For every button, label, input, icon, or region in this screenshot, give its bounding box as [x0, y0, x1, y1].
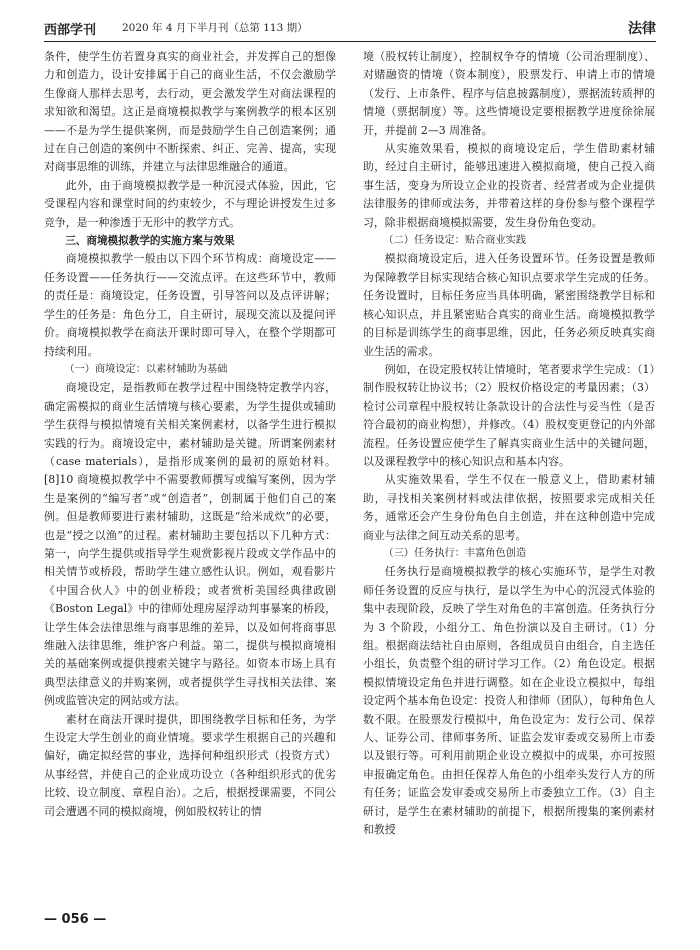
issue-info: 2020 年 4 月下半月刊（总第 113 期）: [122, 22, 308, 34]
page-number: — 056 —: [44, 912, 107, 927]
left-column: [44, 48, 336, 821]
section-label: 法律: [628, 21, 656, 37]
section-heading: 三、商境模拟教学的实施方案与效果: [65, 235, 235, 248]
paragraph: 境（股权转让制度），控制权争夺的情境（公司治理制度）、对赌融资的情境（资本制度），股票发行、申请上市的情境（发行、上市条件、程序与信息披露制度），票据流转质押的情境（票据制度）等。这些情境设定要根据教学进度徐徐展开，并提前 2—3 周准备。: [363, 50, 655, 137]
paragraph: 任务执行是商境模拟教学的核心实施环节，是学生对教师任务设置的反应与执行，是以学生为中心的沉浸式体验的集中表现阶段，反映了学生对角色的丰富创造。任务执行分为 3 个阶段，小组分工、角色扮演以及自主研讨。（1）分组。根据商法结社自由原则，各组成员自由组合，自主选任小组长，负责整个组的研讨学习工作。（2）角色设定。根据模拟情境设定角色并进行调整。如在企业设立模拟中，每组设定两个基本角色设定：投资人和律师（团队），每种角色人数不限。在股票发行模拟中，角色设定为：发行公司、保荐人、证券公司、律师事务所、证监会发审委或交易所上市委以及银行等。可利用前期企业设立模拟中的成果，亦可按照申报确定角色。由担任保荐人角色的小组牵头发行人方的所有任务；证监会发审委或交易所上市委独立工作。（3）自主研讨，是学生在素材辅助的前提下，根据所搜集的案例素材和教授: [363, 565, 655, 837]
paragraph: 商境模拟教学一般由以下四个环节构成：商境设定——任务设置——任务执行——交流点评。在这些环节中，教师的责任是：商境设定，任务设置，引导答问以及点评讲解；学生的任务是：角色分工，自主研讨，展现交流以及提问评价。商境模拟教学在商法开课时即可导入，在整个学期都可持续利用。: [44, 252, 336, 358]
header-divider: [44, 41, 656, 42]
paragraph: 从实施效果看，模拟的商境设定后，学生借助素材辅助，经过自主研讨，能够迅速进入模拟商境，使自己投入商事生活，变身为所设立企业的投资者、经营者或为企业提供法律服务的律师或法务，并带着这样的身份参与整个课程学习，除非根据商境模拟需要，发生身份角色变动。: [363, 142, 655, 229]
page-header: [44, 16, 656, 40]
paragraph: 商境设定，是指教师在教学过程中围绕特定教学内容，确定需模拟的商业生活情境与核心要素，为学生提供或辅助学生获得与模拟情境有关相关案例素材，以备学生进行模拟实践的行为。商境设定中，素材辅助是关键。所谓案例素材（case materials），是指形成案例的最初的原始材料。[8]10 商境模拟教学中不需要教师撰写或编写案例，因为学生是案例的“编写者”或“创造者”，创制属于他们自己的案例。但是教师要进行素材辅助，这既是“给米成炊”的必要，也是“授之以渔”的过程。素材辅助主要包括以下几种方式：第一，向学生提供或指导学生观赏影视片段或文学作品中的相关情节或桥段，帮助学生建立感性认识。例如，观看影片《中国合伙人》中的创业桥段；或者赏析美国经典律政剧《Boston Legal》中的律师处理房屋浮动判事暴案的桥段，让学生体会法律思维与商事思维的差异，以及如何将商事思维融入法律思维，维护客户利益。第二，提供与模拟商境相关的基础案例或提供搜索关键字与路径。如资本市场上具有典型法律意义的并购案例，或者提供学生寻找相关法律、案例或监管决定的网站或方法。: [44, 381, 336, 708]
paragraph: 条件，使学生仿若置身真实的商业社会，并发挥自己的想像力和创造力，设计安排属于自己的商业生活，不仅会激励学生像商人那样去思考，去行动，更会激发学生对商法课程的求知欲和渴望。这正是商境模拟教学与案例教学的根本区别——不是为学生提供案例，而是鼓励学生自己创造案例；通过在自己创造的案例中不断探索、纠正、完善、提高，实现对商事思维的训练，并建立与法律思维融合的通道。: [44, 50, 336, 174]
right-column: [363, 48, 655, 839]
paragraph: 例如，在设定股权转让情境时，笔者要求学生完成：（1）制作股权转让协议书；（2）股权价格设定的考量因素；（3）检讨公司章程中股权转让条款设计的合法性与妥当性（是否符合最初的商业构想），并修改。（4）股权变更登记的内外部流程。任务设置应使学生了解真实商业生活中的关键问题，以及课程教学中的核心知识点和基本内容。: [363, 362, 655, 468]
paragraph: 模拟商境设定后，进入任务设置环节。任务设置是教师为保障教学目标实现结合核心知识点要求学生完成的任务。任务设置时，目标任务应当具体明确，紧密围绕教学目标和核心知识点，并且紧密贴合真实的商业生活。商境模拟教学的目标是训练学生的商事思维，因此，任务必须反映真实商业生活的需求。: [363, 252, 655, 358]
subsection-heading: （三）任务执行：丰富角色创造: [383, 547, 527, 559]
paragraph: 此外，由于商境模拟教学是一种沉浸式体验，因此，它受课程内容和课堂时间的约束较少，不与理论讲授发生过多竞争，是一种渗透于无形中的教学方式。: [44, 178, 336, 229]
paragraph: 素材在商法开课时提供，即围绕教学目标和任务，为学生设定大学生创业的商业情境。要求学生根据自己的兴趣和偏好，确定拟经营的事业，选择何种组织形式（投资方式）从事经营，并使自己的企业成功设立（各种组织形式的优劣比较、设立制度、章程自治）。之后，根据授课需要，不同公司会遭遇不同的模拟商境，例如股权转让的情: [44, 712, 336, 818]
journal-logo: 西部学刊: [44, 23, 97, 38]
subsection-heading: （二）任务设定：贴合商业实践: [383, 235, 527, 247]
subsection-heading: （一）商境设定：以素材辅助为基础: [64, 363, 228, 375]
paragraph: 从实施效果看，学生不仅在一般意义上，借助素材辅助，寻找相关案例材料或法律依据，按照要求完成相关任务，通常还会产生身份角色自主创造，并在这种创造中完成商业与法律之间互动关系的思考。: [363, 473, 655, 542]
